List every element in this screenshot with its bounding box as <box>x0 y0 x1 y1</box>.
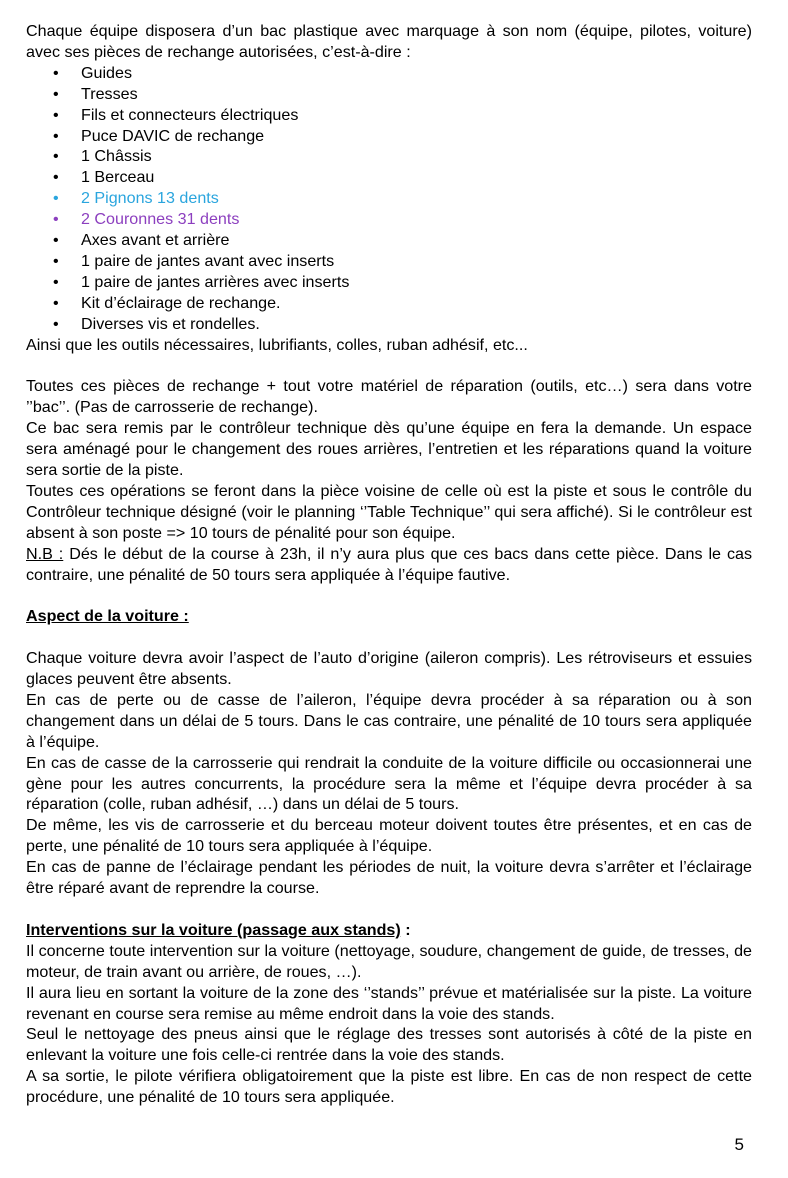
bac-paragraph-1: Toutes ces pièces de rechange + tout votre matériel de réparation (outils, etc…) sera dans votre ’’bac’’. (Pas de carrosserie de rechange). <box>26 377 752 417</box>
list-item: • 1 Châssis <box>26 146 752 167</box>
list-item: • Axes avant et arrière <box>26 230 752 251</box>
aspect-paragraph-3: En cas de casse de la carrosserie qui rendrait la conduite de la voiture difficile ou occasionnerai une gène pour les autres concurrents, la procédure sera la même et l’équipe devra procéder à sa réparation (colle, ruban adhésif, …) dans un délai de 5 tours. <box>26 753 752 814</box>
list-item: • Diverses vis et rondelles. <box>26 314 752 335</box>
list-item: • Tresses <box>26 84 752 105</box>
nb-paragraph <box>26 544 752 586</box>
aspect-paragraph-2: En cas de perte ou de casse de l’aileron, l’équipe devra procéder à sa réparation ou à son changement dans un délai de 5 tours. Dans le cas contraire, une pénalité de 10 tours sera appliquée à l’équipe. <box>26 690 752 751</box>
nb-text: Dés le début de la course à 23h, il n’y aura plus que ces bacs dans cette pièce. Dans le cas contraire, une pénalité de 50 tours sera appliquée à l’équipe fautive. <box>26 544 752 584</box>
list-item: • 1 paire de jantes arrières avec inserts <box>26 272 752 293</box>
nb-label: N.B : <box>26 544 64 563</box>
list-item: • Guides <box>26 63 752 84</box>
list-item: • 1 Berceau <box>26 167 752 188</box>
aspect-paragraph-4: De même, les vis de carrosserie et du berceau moteur doivent toutes être présentes, et en cas de perte, une pénalité de 10 tours sera appliquée à l’équipe. <box>26 816 752 856</box>
list-item: • Fils et connecteurs électriques <box>26 105 752 126</box>
list-item: • Kit d’éclairage de rechange. <box>26 293 752 314</box>
aspect-heading: Aspect de la voiture : <box>26 607 189 626</box>
list-item-highlight-cyan: • 2 Pignons 13 dents <box>26 188 752 209</box>
interventions-heading: Interventions sur la voiture (passage aux stands) : <box>26 920 411 939</box>
interventions-paragraph-3: Seul le nettoyage des pneus ainsi que le réglage des tresses sont autorisés à côté de la piste en enlevant la voiture une fois celle-ci rentrée dans la voie des stands. <box>26 1025 752 1065</box>
list-item: • Puce DAVIC de rechange <box>26 126 752 147</box>
tools-paragraph: Ainsi que les outils nécessaires, lubrifiants, colles, ruban adhésif, etc... <box>26 335 528 354</box>
document-page <box>26 21 752 1108</box>
interventions-paragraph-2: Il aura lieu en sortant la voiture de la zone des ‘’stands’’ prévue et matérialisée sur la piste. La voiture revenant en course sera remise au même endroit dans la voie des stands. <box>26 983 752 1023</box>
interventions-paragraph-4: A sa sortie, le pilote vérifiera obligatoirement que la piste est libre. En cas de non respect de cette procédure, une pénalité de 10 tours sera appliquée. <box>26 1067 752 1107</box>
aspect-paragraph-1: Chaque voiture devra avoir l’aspect de l’auto d’origine (aileron compris). Les rétroviseurs et essuies glaces peuvent être absents. <box>26 649 752 689</box>
parts-list <box>26 63 752 335</box>
aspect-paragraph-5: En cas de panne de l’éclairage pendant les périodes de nuit, la voiture devra s’arrêter et l’éclairage être réparé avant de reprendre la course. <box>26 858 752 898</box>
intro-paragraph: Chaque équipe disposera d’un bac plastique avec marquage à son nom (équipe, pilotes, voiture) avec ses pièces de rechange autorisées, c’est-à-dire : <box>26 22 752 61</box>
bac-paragraph-3: Toutes ces opérations se feront dans la pièce voisine de celle où est la piste et sous le contrôle du Contrôleur technique désigné (voir le planning ‘’Table Technique’’ qui sera affiché). Si le contrôleur est absent à son poste => 10 tours de pénalité pour son équipe. <box>26 481 752 542</box>
bac-paragraph-2: Ce bac sera remis par le contrôleur technique dès qu’une équipe en fera la demande. Un espace sera aménagé pour le changement des roues arrières, l’entretien et les réparations quand la voiture sera sortie de la piste. <box>26 419 752 480</box>
interventions-paragraph-1: Il concerne toute intervention sur la voiture (nettoyage, soudure, changement de guide, de tresses, de moteur, de train avant ou arrière, de roues, …). <box>26 941 752 981</box>
list-item-highlight-violet: • 2 Couronnes 31 dents <box>26 209 752 230</box>
page-number: 5 <box>734 1135 744 1154</box>
list-item: • 1 paire de jantes avant avec inserts <box>26 251 752 272</box>
